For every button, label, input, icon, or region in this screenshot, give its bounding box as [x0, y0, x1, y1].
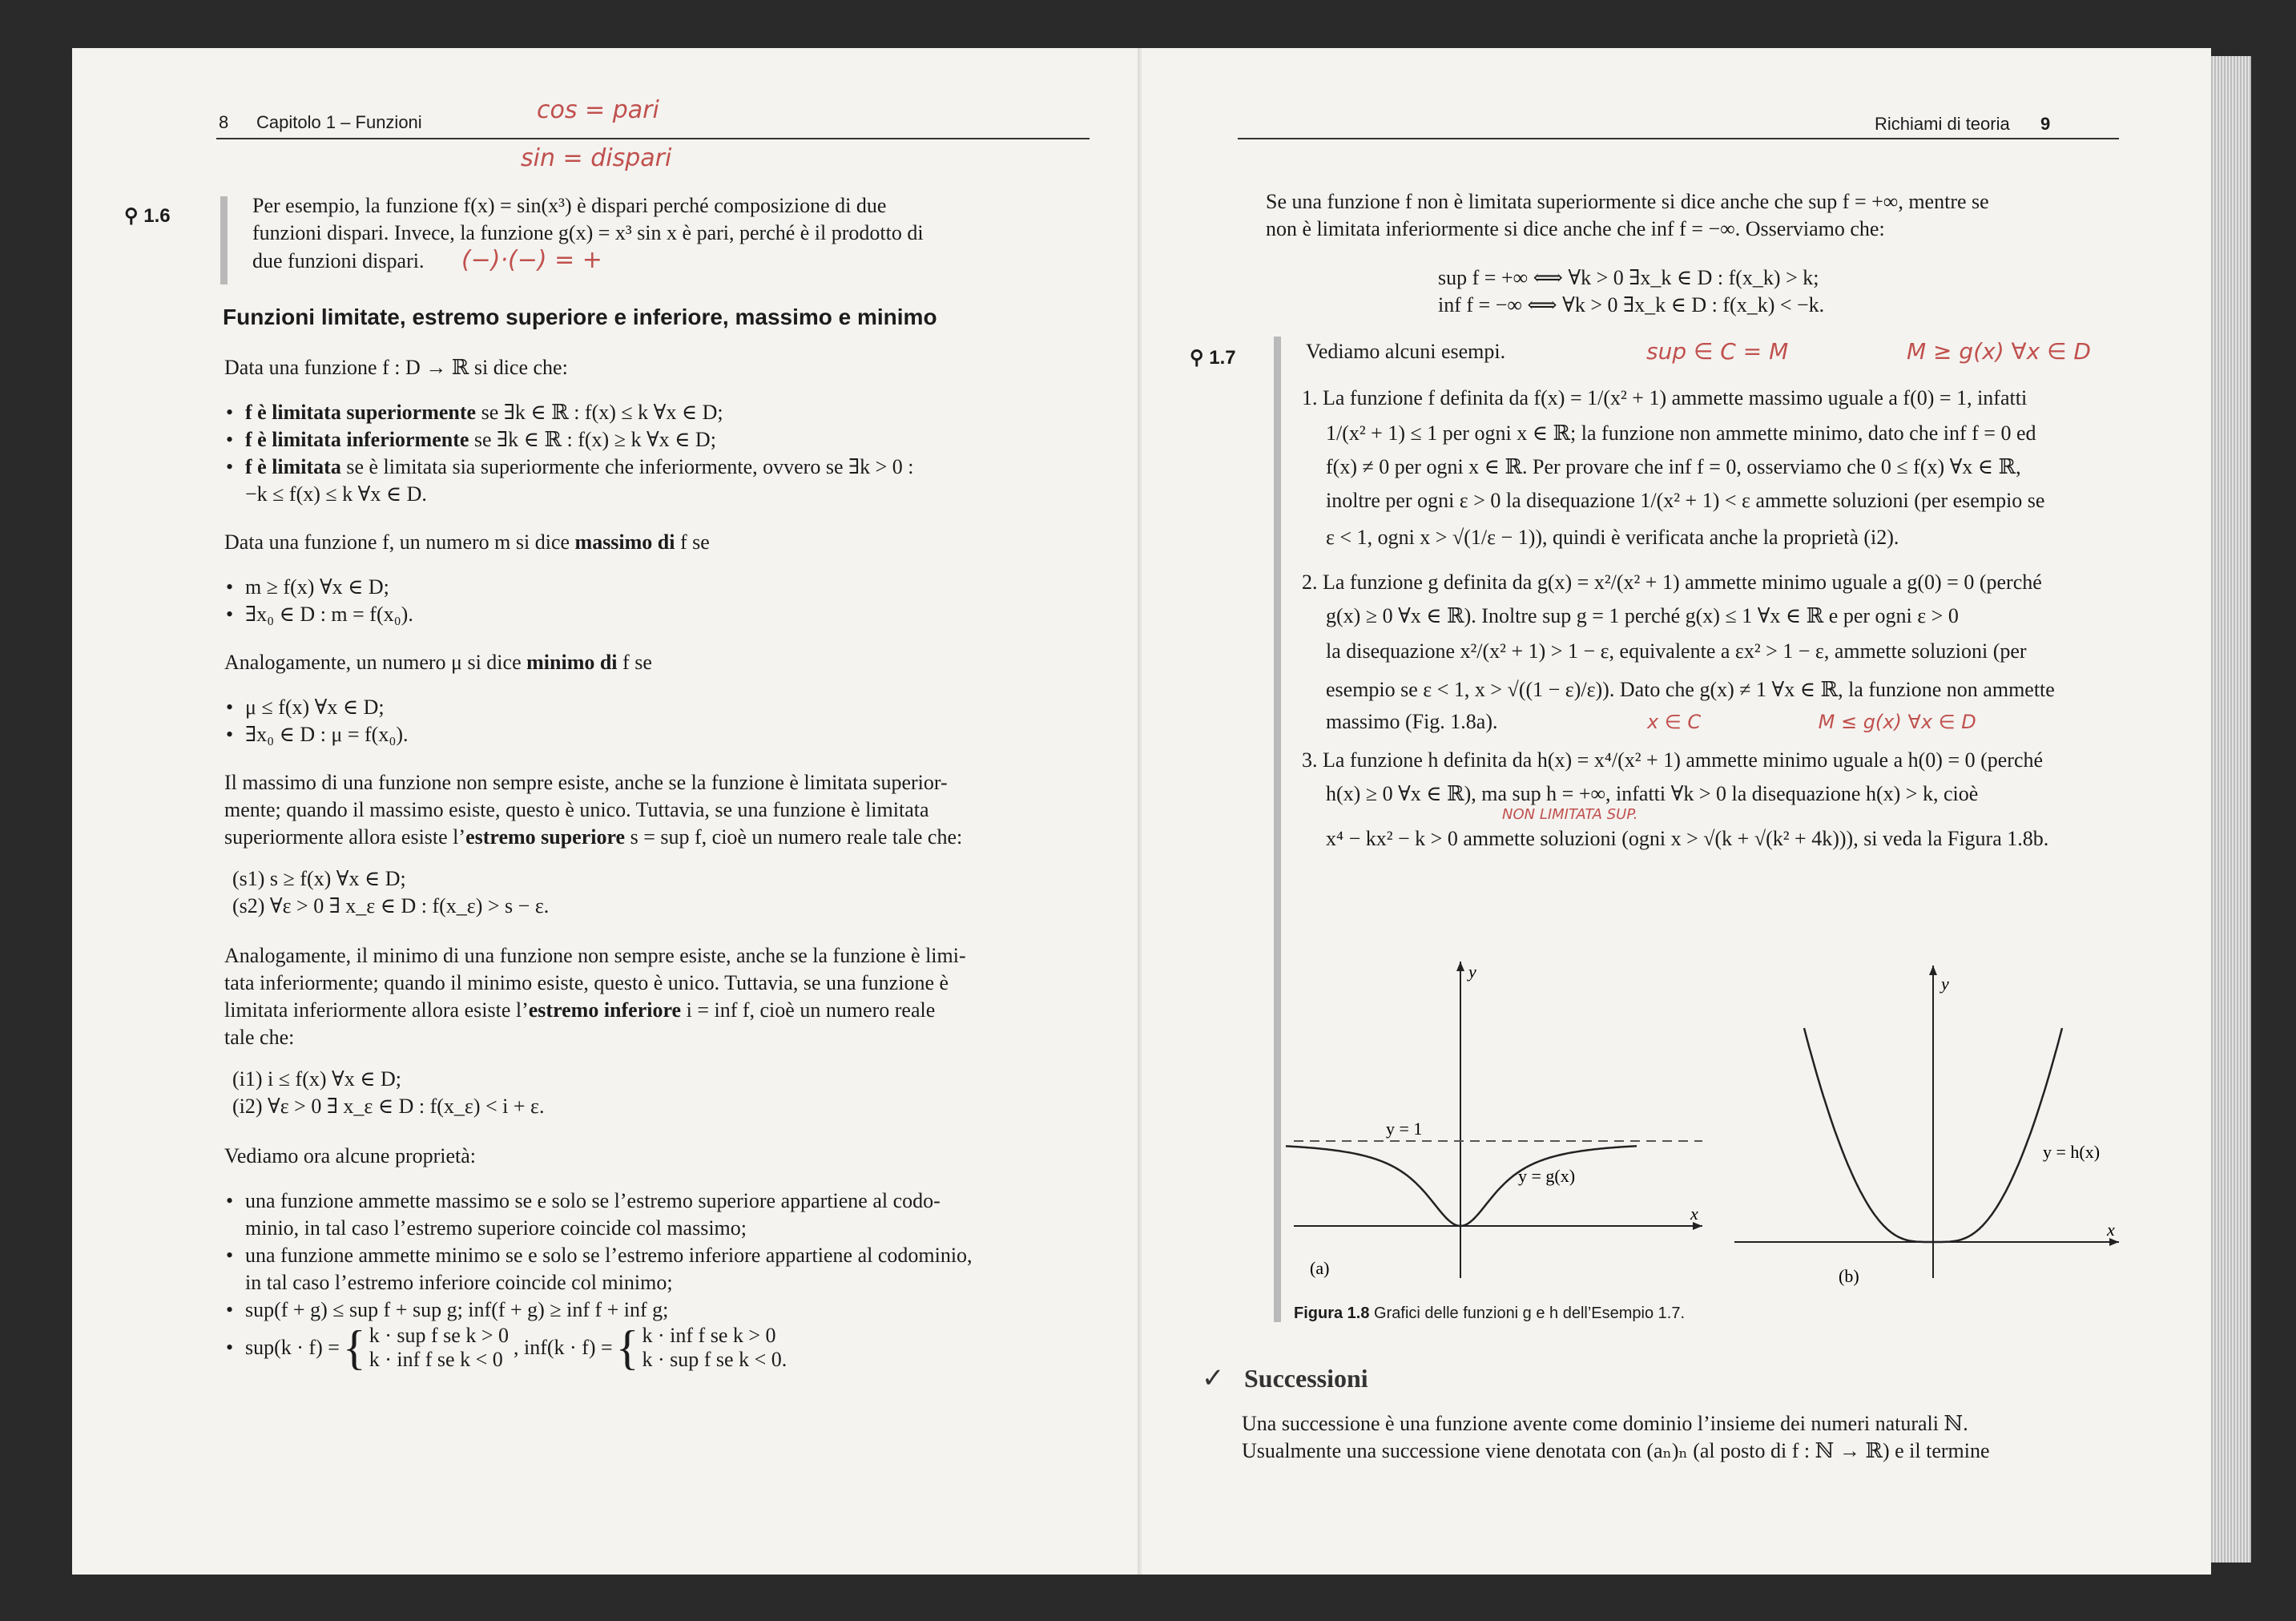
example-1-7-intro: Vediamo alcuni esempi.	[1306, 340, 1506, 363]
section-heading: Funzioni limitate, estremo superiore e inferiore, massimo e minimo	[223, 304, 937, 329]
example-tag: ⚲ 1.6	[124, 205, 171, 227]
handwritten-note: cos = pari	[537, 96, 659, 124]
magnifier-icon: ⚲	[1190, 347, 1210, 369]
example-1-7-list: 1. La funzione f definita da f(x) = 1/(x² + 1) ammette massimo uguale a f(0) = 1, infatti 1/(x² + 1) ≤ 1 per ogni x ∈ ℝ; la funzione non ammette minimo, dato che inf f = 0 ed f(x) ≠ 0 per ogni x ∈ ℝ. Per provare che inf f = 0, osserviamo che 0 ≤ f(x) ∀x ∈ ℝ, inoltre per ogni ε > 0 la disequazione 1/(x² + 1) < ε ammette soluzioni (per esempio se ε < 1, ogni x > √(1/ε − 1)), quindi è verificata anche la proprietà (i2). 2. La funzione g definita da g(x) = x²/(x² + 1) ammette minimo uguale a g(0) = 0 (perché g(x) ≥ 0 ∀x ∈ ℝ). Inoltre sup g = 1 perché g(x) ≤ 1 ∀x ∈ ℝ e per ogni ε > 0 la disequazione x²/(x² + 1) > 1 − ε, equivalente a εx² > 1 − ε, ammette soluzioni (per esempio se ε < 1, x > √((1 − ε)/ε)). Dato che g(x) ≠ 1 ∀x ∈ ℝ, la funzione non ammette massimo (Fig. 1.8a). x ∈ C M ≤ g(x) ∀x ∈ D 3. La funzione h definita da h(x) = x⁴/(x² + 1) ammette minimo uguale a h(0) = 0 (perché h(x) ≥ 0 ∀x ∈ ℝ), ma sup h = +∞, infatti ∀k > 0 la disequazione h(x) > k, cioè NON LIMITATA SUP. x⁴ − kx² − k > 0 ammette soluzioni (ogni x > √(k + √(k² + 4k))), si veda la Figura 1.8b.	[1302, 385, 2135, 853]
example-tag: ⚲ 1.7	[1190, 347, 1236, 369]
fig-a-asym-label: y = 1	[1386, 1119, 1423, 1139]
handwritten-note: NON LIMITATA SUP.	[1502, 806, 1638, 823]
example-1-6: Per esempio, la funzione f(x) = sin(x³) è dispari perché composizione di due funzioni dispari. Invece, la funzione g(x) = x³ sin x è pari, perché è il prodotto di due funzioni dispari. (−)·(−) = +	[252, 194, 924, 274]
handwritten-note: M ≤ g(x) ∀x ∈ D	[1818, 711, 1976, 733]
running-head: Capitolo 1 – Funzioni	[256, 112, 422, 132]
left-page	[72, 48, 1138, 1575]
fig-b-func-label: y = h(x)	[2043, 1142, 2101, 1162]
equivalences: sup f = +∞ ⟺ ∀k > 0 ∃x_k ∈ D : f(x_k) > k; inf f = −∞ ⟺ ∀k > 0 ∃x_k ∈ D : f(x_k) < −k.	[1438, 266, 1825, 317]
figure-caption: Figura 1.8 Grafici delle funzioni g e h dell’Esempio 1.7.	[1294, 1304, 1686, 1322]
header-rule	[1238, 138, 2119, 139]
running-head: Richiami di teoria	[1875, 114, 2010, 134]
handwritten-note: M ≥ g(x) ∀x ∈ D	[1907, 338, 2091, 365]
header-rule	[216, 138, 1090, 139]
fig-b-y-label: y	[1941, 974, 1949, 994]
fig-a-func-label: y = g(x)	[1518, 1166, 1576, 1186]
fig-a-y-label: y	[1468, 962, 1476, 982]
handwritten-note: x ∈ C	[1647, 711, 1702, 733]
intro-text: Se una funzione f non è limitata superiormente si dice anche che sup f = +∞, mentre se non è limitata inferiormente si dice anche che inf f = −∞. Osserviamo che:	[1266, 190, 1989, 240]
right-page	[1142, 48, 2211, 1575]
left-body: Data una funzione f : D → ℝ si dice che: • f è limitata superiormente se ∃k ∈ ℝ : f(x) ≤ k ∀x ∈ D; • f è limitata inferiormente se ∃k ∈ ℝ : f(x) ≥ k ∀x ∈ D; • f è limitata se è limitata sia superiormente che inferiormente, ovvero se ∃k > 0 : −k ≤ f(x) ≤ k ∀x ∈ D. Data una funzione f, un numero m si dice massimo di f se • m ≥ f(x) ∀x ∈ D; • ∃x₀ ∈ D : m = f(x₀). Analogamente, un numero μ si dice minimo di f se • μ ≤ f(x) ∀x ∈ D; • ∃x₀ ∈ D : μ = f(x₀). Il massimo di una funzione non sempre esiste, anche se la funzione è limitata superior- mente; quando il massimo esiste, questo è unico. Tuttavia, se una funzione è limitata superiormente allora esiste l’estremo superiore s = sup f, cioè un numero reale tale che: (s1) s ≥ f(x) ∀x ∈ D; (s2) ∀ε > 0 ∃ x_ε ∈ D : f(x_ε) > s − ε. Analogamente, il minimo di una funzione non sempre esiste, anche se la funzione è limi- tata inferiormente; quando il minimo esiste, questo è unico. Tuttavia, se una funzione è limitata inferiormente allora esiste l’estremo inferiore i = inf f, cioè un numero reale tale che: (i1) i ≤ f(x) ∀x ∈ D; (i2) ∀ε > 0 ∃ x_ε ∈ D : f(x_ε) < i + ε. Vediamo ora alcune proprietà: • una funzione ammette massimo se e solo se l’estremo superiore appartiene al codo- minio, in tal caso l’estremo superiore coincide col massimo; • una funzione ammette minimo se e solo se l’estremo inferiore appartiene al codominio, in tal caso l’estremo inferiore coincide col minimo; • sup(f + g) ≤ sup f + sup g; inf(f + g) ≥ inf f + inf g; • sup(k · f) = { k · sup f se k > 0 k · inf f se k < 0 , inf(k · f) = { k · inf f se k > 0 k · sup f se k < 0.	[224, 354, 1073, 1372]
successioni-text: Una successione è una funzione avente come dominio l’insieme dei numeri naturali ℕ. Usualmente una successione viene denotata con (aₙ)ₙ (al posto di f : ℕ → ℝ) e il termine	[1242, 1412, 1990, 1462]
handwritten-note: (−)·(−) = +	[461, 246, 602, 274]
checkmark-icon: ✓	[1202, 1364, 1225, 1393]
page-number: 8	[219, 112, 229, 132]
fig-b-x-label: x	[2107, 1220, 2115, 1240]
example-bar	[1274, 337, 1281, 1322]
page-number: 9	[2040, 114, 2051, 134]
handwritten-note: sup ∈ C = M	[1646, 338, 1789, 365]
figure-1-8	[1286, 954, 2151, 1298]
fig-a-x-label: x	[1690, 1204, 1698, 1224]
section-heading: Successioni	[1244, 1364, 1368, 1393]
magnifier-icon: ⚲	[124, 205, 144, 227]
page-edges	[2211, 56, 2251, 1563]
example-bar	[220, 196, 228, 284]
fig-a-panel-label: (a)	[1310, 1258, 1330, 1278]
handwritten-note: sin = dispari	[521, 144, 672, 172]
fig-b-panel-label: (b)	[1839, 1266, 1859, 1286]
